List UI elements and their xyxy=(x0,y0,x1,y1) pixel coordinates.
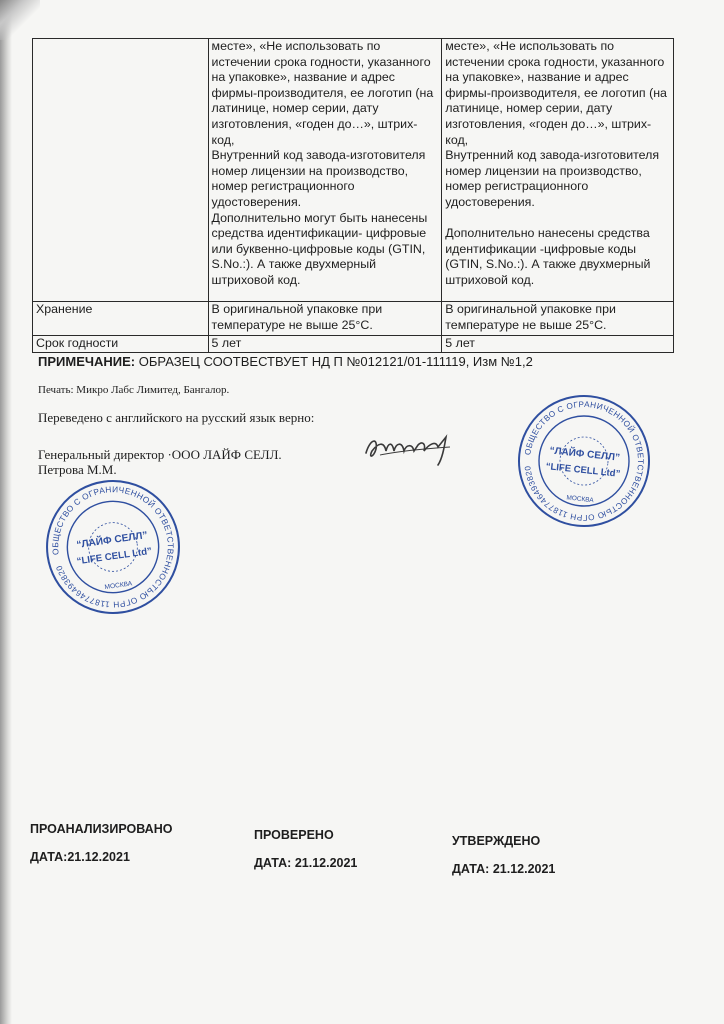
stamp-outer-ring xyxy=(513,390,656,533)
original-labeling-text: месте», «Не использовать по истечении срока годности, указанного на упаковке», название и адрес фирмы-производителя, ее логотип (на латинице, номер серии, дату изготовления, «годен до…», штрих-код, Внутренний код завода-изготовителя номер лицензии на производство, номер регистрационного удостоверения. Дополнительно нанесены средства идентификации -цифровые коды (GTIN, S.No.:). А также двухмерный штриховой код. xyxy=(445,39,667,287)
approval-date: ДАТА: 21.12.2021 xyxy=(452,862,556,876)
approval-approved xyxy=(452,834,555,876)
sample-text-cell xyxy=(208,39,442,302)
note-line xyxy=(38,354,533,369)
scan-corner-mark xyxy=(0,0,40,40)
approval-title: УТВЕРЖДЕНО xyxy=(452,834,541,848)
original-text-cell xyxy=(442,39,674,302)
svg-text:ОБЩЕСТВО С ОГРАНИЧЕННОЙ ОТВЕТС xyxy=(517,394,651,528)
table-row xyxy=(33,39,674,302)
storage-label: Хранение xyxy=(33,302,209,336)
approvals-block xyxy=(0,820,724,880)
director-title: Генеральный директор ·ООО ЛАЙФ СЕЛЛ. xyxy=(38,447,282,462)
storage-original-value: В оригинальной упаковке при температуре не выше 25°С. xyxy=(442,302,674,336)
shelf-life-label: Срок годности xyxy=(33,336,209,353)
approval-title: ПРОАНАЛИЗИРОВАНО xyxy=(30,822,173,836)
sample-labeling-text: месте», «Не использовать по истечении срока годности, указанного на упаковке», название и адрес фирмы-производителя, ее логотип (на латинице, номер серии, дату изготовления, «годен до…», штрих-код, Внутренний код завода-изготовителя номер лицензии на производство, номер регистрационного удостоверения. Дополнительно могут быть нанесены средства идентификации- цифровые или буквенно-цифровые коды (GTIN, S.No.:). А также двухмерный штриховой код. xyxy=(211,39,434,287)
stamp-outer-ring xyxy=(39,473,188,622)
row-label-cell xyxy=(33,39,209,302)
approval-title: ПРОВЕРЕНО xyxy=(254,828,334,842)
company-stamp-right xyxy=(509,386,658,535)
stamp-center-ru: “ЛАЙФ СЕЛЛ” xyxy=(548,445,621,464)
svg-text:ОБЩЕСТВО С ОГРАНИЧЕННОЙ ОТВЕТС xyxy=(42,476,184,618)
stamp-city: МОСКВА xyxy=(104,580,133,592)
note-text: ОБРАЗЕЦ СООТВЕСТВУЕТ НД П №012121/01-111119, Изм №1,2 xyxy=(138,354,533,369)
handwritten-signature xyxy=(360,425,460,467)
table-row xyxy=(33,336,674,353)
print-line: Печать: Микро Лабс Лимитед, Бангалор. xyxy=(38,384,230,396)
stamp-city: МОСКВА xyxy=(565,494,594,505)
stamp-center-en: “LIFE CELL Ltd” xyxy=(545,461,621,480)
stamp-ring-text: ОБЩЕСТВО С ОГРАНИЧЕННОЙ ОТВЕТСТВЕННОСТЬЮ ОГРН 1187746493820 xyxy=(50,484,176,610)
storage-sample-value: В оригинальной упаковке при температуре не выше 25°С. xyxy=(208,302,442,336)
stamp-center-en: “LIFE CELL Ltd” xyxy=(76,545,153,568)
shelf-life-original-value: 5 лет xyxy=(442,336,674,353)
specification-table xyxy=(32,38,674,353)
stamp-center-ru: “ЛАЙФ СЕЛЛ” xyxy=(75,530,149,551)
translation-statement: Переведено с английского на русский язык верно: xyxy=(38,410,315,425)
approval-checked xyxy=(254,828,357,870)
approval-date: ДАТА: 21.12.2021 xyxy=(254,856,358,870)
company-stamp-left xyxy=(35,469,191,625)
approval-analyzed xyxy=(30,822,172,864)
director-name: Петрова М.М. xyxy=(38,462,117,477)
table-row xyxy=(33,302,674,336)
note-label: ПРИМЕЧАНИЕ: xyxy=(38,354,136,369)
stamp-ring-text: ОБЩЕСТВО С ОГРАНИЧЕННОЙ ОТВЕТСТВЕННОСТЬЮ ОГРН 1187746493820 xyxy=(523,399,646,523)
approval-date: ДАТА:21.12.2021 xyxy=(30,850,130,864)
shelf-life-sample-value: 5 лет xyxy=(208,336,442,353)
